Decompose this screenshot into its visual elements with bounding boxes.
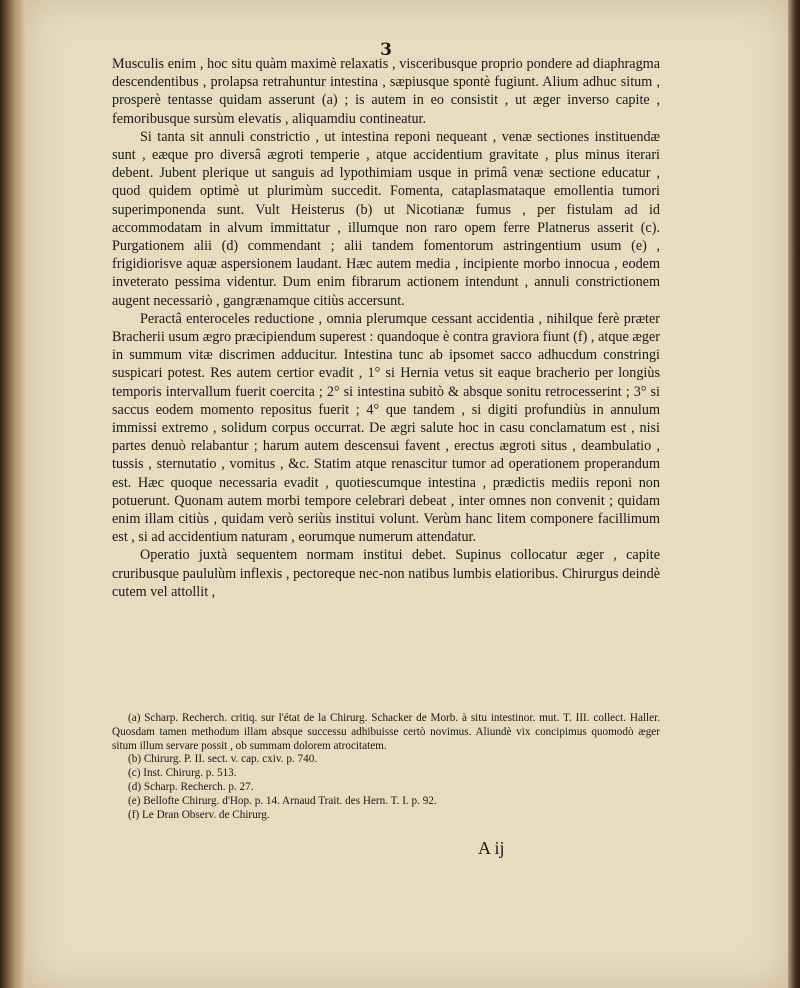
paragraph-4: Operatio juxtà sequentem normam institui debet. Supinus collocatur æger , capite cruribusque paululùm inflexis , pectoreque nec-non natibus lumbis elatioribus. Chirurgus deindè cutem vel attollit , xyxy=(112,547,660,600)
footnote-d: (d) Scharp. Recherch. p. 27. xyxy=(128,780,254,793)
footnote-c: (c) Inst. Chirurg. p. 513. xyxy=(128,767,237,780)
footnotes xyxy=(112,712,660,822)
footnote-b: (b) Chirurg. P. II. sect. v. cap. cxiv. p. 740. xyxy=(128,753,318,766)
paragraph-3: Peractâ enteroceles reductione , omnia plerumque cessant accidentia , nihilque ferè præter Bracherii usum ægro præcipiendum superest : quandoque è contra graviora fiunt (f) , atque æger in summum vitæ discrimen adducitur. Intestina tunc ab ipsomet sacco adhucdum constringi suspicari potest. Res autem certior evadit , 1° si Hernia vetus sit eaque bracherio per longiùs temporis intervallum fuerit coercita ; 2° si intestina subitò & absque sonitu retrocesserint ; 3° si saccus eodem momento repositus fuerit ; 4° que tandem , si digiti profundiùs in annulum immissi extremo , solidum corpus occurrat. De ægri salute hoc in casu conclamatum est , nisi partes denuò relabantur ; harum autem descensui favent , erectus ægroti situs , deambulatio , tussis , sternutatio , vomitus , &c. Statim atque renascitur tumor ad operationem properandum est. Hæc quoque necessaria evadit , quotiescumque intestina , prædictis mediis reponi non potuerunt. Quonam autem morbi tempore celebrari debeat , inter omnes non convenit ; quidam enim illam citiùs , quidam verò seriùs institui volunt. Verùm hanc litem componere facillimum est , si ad accidentium naturam , eorumque numerum attendatur. xyxy=(112,310,660,546)
paragraph-1: Musculis enim , hoc situ quàm maximè relaxatis , visceribusque proprio pondere ad diaphragma descendentibus , prolapsa retrahuntur intestina , sæpiusque spontè fugiunt. Alium adhuc situm , prosperè tentasse quidam asserunt (a) ; is autem in eo consistit , ut æger inverso capite , femoribusque sursùm elevatis , aliquamdiu contineatur. xyxy=(112,56,660,127)
signature-mark: A ij xyxy=(478,838,505,858)
footnote-e: (e) Bellofte Chirurg. d'Hop. p. 14. Arnaud Trait. des Hern. T. I. p. 92. xyxy=(128,794,437,807)
footnote-a: (a) Scharp. Recherch. critiq. sur l'état de la Chirurg. Schacker de Morb. à situ intestinor. mut. T. III. collect. Haller. Quosdam tamen methodum illam absque successu adhibuisse certò novimus. Aliundè vix concipimus quomodò æger situm illum servare possit , ob summam dolorem atrocitatem. xyxy=(112,712,660,752)
footnote-f: (f) Le Dran Observ. de Chirurg. xyxy=(128,808,270,821)
main-text xyxy=(112,55,660,601)
book-spine-edge xyxy=(0,0,26,988)
page-number: 3 xyxy=(380,40,392,60)
paragraph-2: Si tanta sit annuli constrictio , ut intestina reponi nequeant , venæ sectiones instituendæ sunt , eæque pro diversâ ægroti temperie , atque accidentium gravitate , plus minus iterari debent. Jubent plerique ut sanguis ad lypothimiam usque in primâ venæ sectione educatur , quod quidem optimè ut plurimùm succedit. Fomenta, cataplasmataque emollentia tumori superimponenda sunt. Vult Heisterus (b) ut Nicotianæ fumus , per fistulam ad id accommodatam in alvum immittatur , illumque non raro opem ferre Platnerus asserit (c). Purgationem alii (d) commendant ; alii tandem fomentorum astringentium usum (e) , frigidiorisve aquæ aspersionem laudant. Hæc autem media , incipiente morbo innocua , eodem inveterato pessima videntur. Dum enim fibrarum actionem intendunt , annuli constrictionem augent necessariò , gangrænamque citiùs accersunt. xyxy=(112,128,660,309)
